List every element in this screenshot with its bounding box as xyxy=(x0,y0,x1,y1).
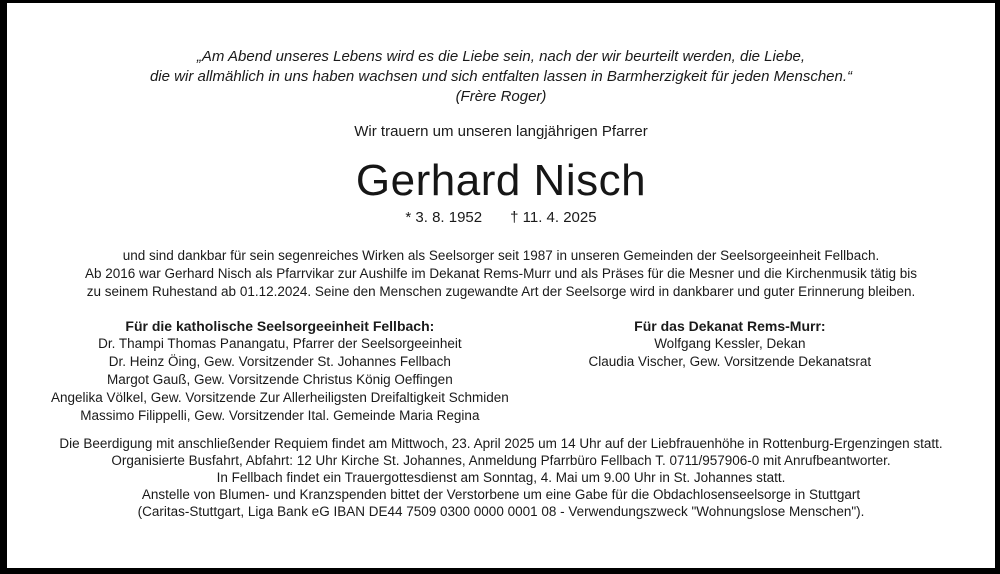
deceased-name: Gerhard Nisch xyxy=(355,156,647,205)
column-title-seelsorgeeinheit: Für die katholische Seelsorgeeinheit Fellbach: xyxy=(125,318,435,334)
column-title-dekanat: Für das Dekanat Rems-Murr: xyxy=(634,318,826,334)
funeral-information xyxy=(7,435,995,520)
signatory-name: Dr. Thampi Thomas Panangatu, Pfarrer der Seelsorgeeinheit xyxy=(98,336,462,351)
mourning-intro-line: Wir trauern um unseren langjährigen Pfarrer xyxy=(354,123,648,140)
signatory-columns xyxy=(7,317,995,425)
birth-date: * 3. 8. 1952 xyxy=(405,209,483,226)
life-dates xyxy=(7,209,995,227)
quote-attribution: (Frère Roger) xyxy=(455,88,547,105)
signatory-name: Dr. Heinz Öing, Gew. Vorsitzender St. Johannes Fellbach xyxy=(108,354,451,369)
signatory-name: Wolfgang Kessler, Dekan xyxy=(654,336,806,351)
signatory-column-seelsorgeeinheit xyxy=(51,317,509,425)
tribute-line-2: Ab 2016 war Gerhard Nisch als Pfarrvikar zur Aushilfe im Dekanat Rems-Murr und als Präses für die Mesner und die Kirchenmusik tätig bis xyxy=(84,266,918,281)
signatory-name: Angelika Völkel, Gew. Vorsitzende Zur Allerheiligsten Dreifaltigkeit Schmiden xyxy=(51,390,509,405)
funeral-line-4: Anstelle von Blumen- und Kranzspenden bittet der Verstorbene um eine Gabe für die Obdachlosenseelsorge in Stuttgart xyxy=(141,487,861,502)
obituary-page xyxy=(7,3,995,568)
funeral-line-5: (Caritas-Stuttgart, Liga Bank eG IBAN DE44 7509 0300 0000 0001 08 - Verwendungszweck "Wohnungslose Menschen"). xyxy=(137,504,865,519)
signatory-name: Massimo Filippelli, Gew. Vorsitzender Ital. Gemeinde Maria Regina xyxy=(80,408,480,423)
death-date: † 11. 4. 2025 xyxy=(510,209,597,226)
tribute-paragraph xyxy=(7,247,995,301)
funeral-line-3: In Fellbach findet ein Trauergottesdienst am Sonntag, 4. Mai um 9.00 Uhr in St. Johannes statt. xyxy=(216,470,786,485)
signatory-name: Claudia Vischer, Gew. Vorsitzende Dekanatsrat xyxy=(588,354,872,369)
funeral-line-2: Organisierte Busfahrt, Abfahrt: 12 Uhr Kirche St. Johannes, Anmeldung Pfarrbüro Fellbach T. 0711/957906-0 mit Anrufbeantworter. xyxy=(111,453,891,468)
funeral-line-1: Die Beerdigung mit anschließender Requiem findet am Mittwoch, 23. April 2025 um 14 Uhr auf der Liebfrauenhöhe in Rottenburg-Ergenzingen statt. xyxy=(59,436,943,451)
quote-block xyxy=(7,47,995,107)
tribute-line-3: zu seinem Ruhestand ab 01.12.2024. Seine den Menschen zugewandte Art der Seelsorge wird in dankbarer und guter Erinnerung bleiben. xyxy=(86,284,916,299)
quote-line-1: „Am Abend unseres Lebens wird es die Liebe sein, nach der wir beurteilt werden, die Liebe, xyxy=(196,48,806,65)
quote-line-2: die wir allmählich in uns haben wachsen und sich entfalten lassen in Barmherzigkeit für jeden Menschen.“ xyxy=(149,68,853,85)
signatory-column-dekanat xyxy=(509,317,951,425)
tribute-line-1: und sind dankbar für sein segenreiches Wirken als Seelsorger seit 1987 in unseren Gemeinden der Seelsorgeeinheit Fellbach. xyxy=(122,248,880,263)
signatory-name: Margot Gauß, Gew. Vorsitzende Christus König Oeffingen xyxy=(107,372,453,387)
